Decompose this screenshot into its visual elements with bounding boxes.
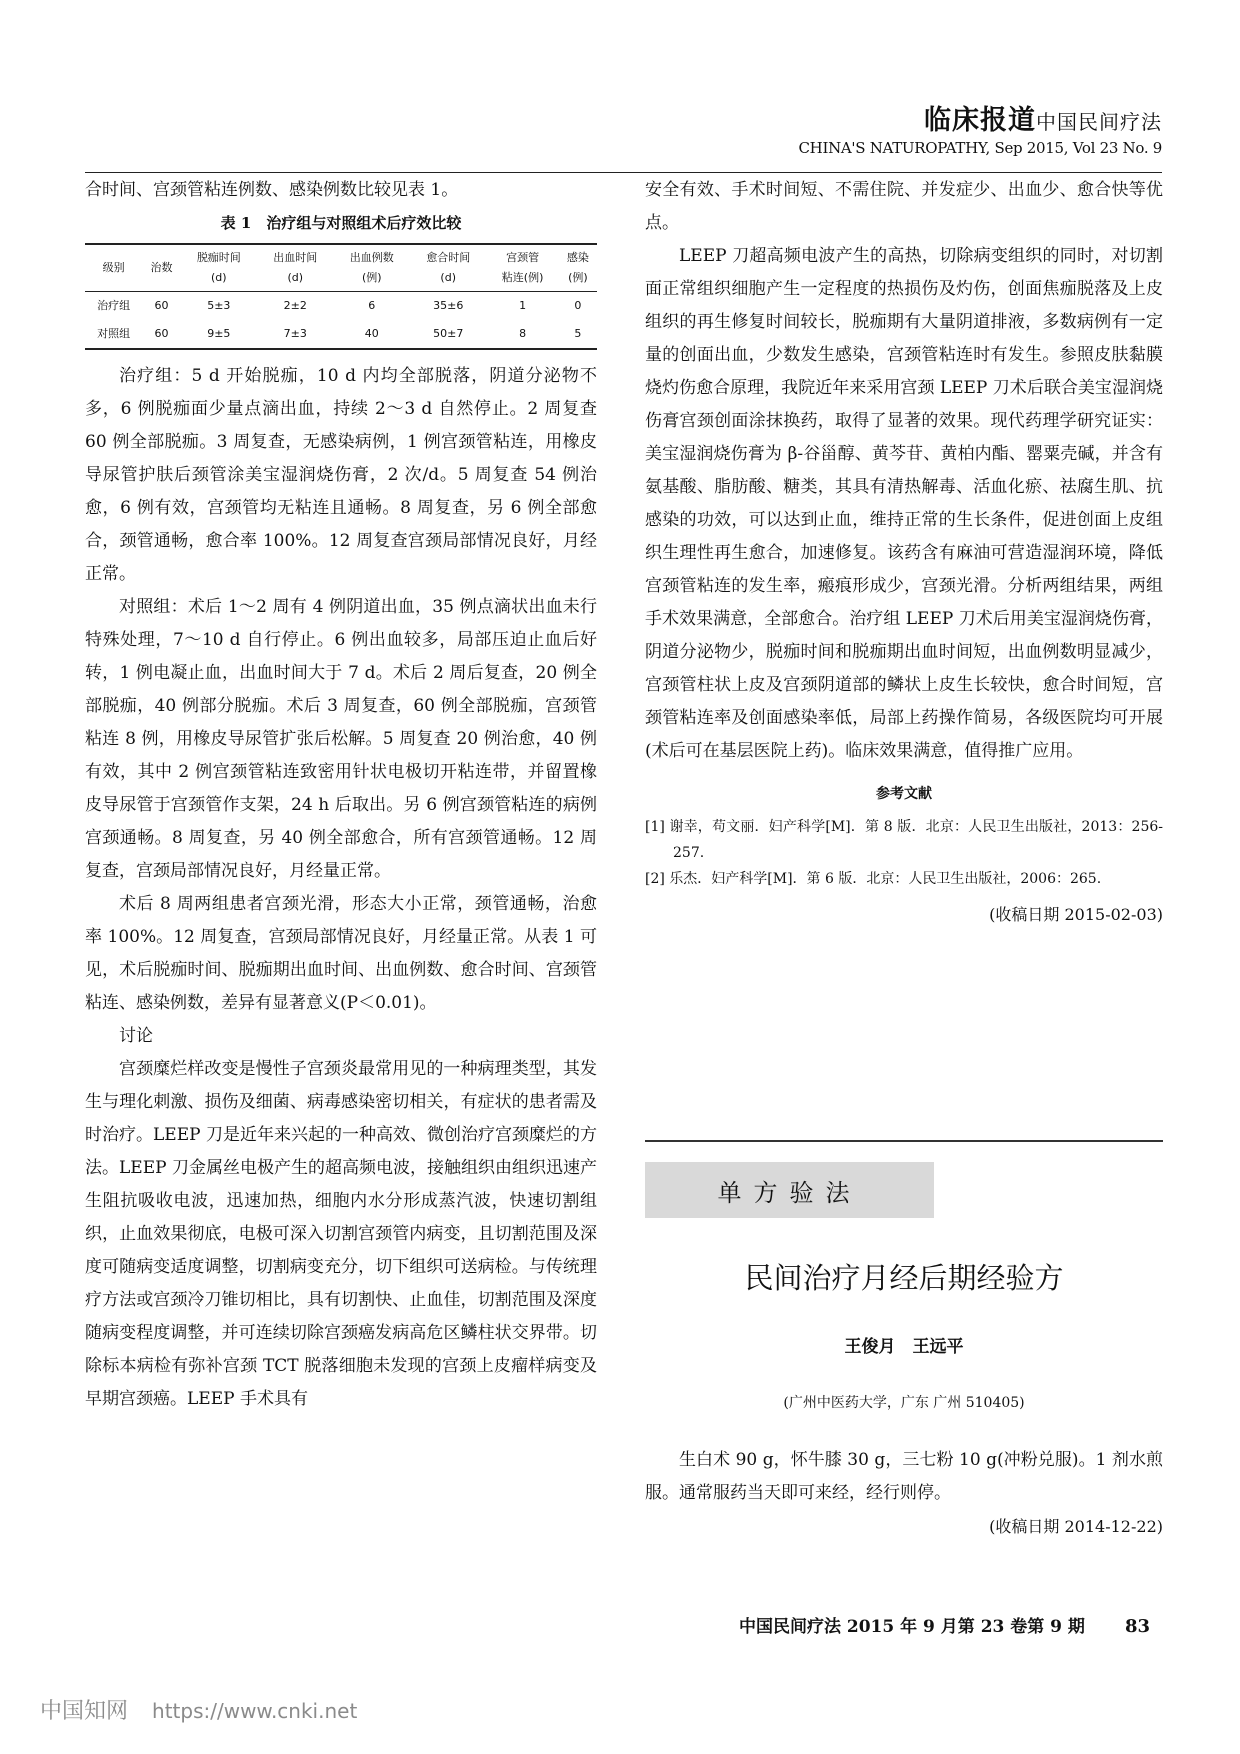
table-row: [85, 292, 597, 321]
header-section: 临床报道: [924, 105, 1036, 136]
table-cell: 60: [154, 327, 169, 340]
table-cell: 40: [364, 327, 379, 340]
table-title: 表 1 治疗组与对照组术后疗效比较: [220, 214, 462, 232]
table-header-cell: 级别: [102, 261, 125, 274]
control-group-paragraph: 对照组：术后 1～2 周有 4 例阴道出血，35 例点滴状出血未行特殊处理，7～10 d 自行停止。6 例出血较多，局部压迫止血后好转，1 例电凝止血，出血时间大于 7 d。术后 2 周后复查，20 例全部脱痂，40 例部分脱痂。术后 3 周复查，60 例全部脱痂，宫颈管粘连 8 例，用橡皮导尿管扩张后松解。5 周复查 20 例治愈，40 例有效，其中 2 例宫颈管粘连致密用针状电极切开粘连带，并留置橡皮导尿管于宫颈管作支架，24 h 后取出。另 6 例宫颈管粘连的病例宫颈通畅。8 周复查，另 40 例全部愈合，所有宫颈管通畅。12 周复查，宫颈局部情况良好，月经量正常。: [85, 597, 597, 881]
watermark-site: 中国知网: [40, 1699, 129, 1724]
treatment-group-paragraph: 治疗组：5 d 开始脱痂，10 d 内均全部脱落，阴道分泌物不多，6 例脱痂面少量点滴出血，持续 2～3 d 自然停止。2 周复查 60 例全部脱痂。3 周复查，无感染病例，1 例宫颈管粘连，用橡皮导尿管护肤后颈管涂美宝湿润烧伤膏，2 次/d。5 周复查 54 例治愈，6 例有效，宫颈管均无粘连且通畅。8 周复查，另 6 例全部愈合，颈管通畅，愈合率 100%。12 周复查宫颈局部情况良好，月经正常。: [85, 366, 597, 584]
reference-item: [2] 乐杰．妇产科学[M]．第 6 版．北京：人民卫生出版社，2006：265.: [645, 871, 1102, 887]
received-date: (收稿日期 2014-12-22): [989, 1517, 1163, 1536]
table-cell: 60: [154, 299, 169, 312]
table-cell: 5±3: [207, 299, 231, 312]
section-label: 单方验法: [645, 1162, 934, 1218]
mechanism-paragraph: LEEP 刀超高频电波产生的高热，切除病变组织的同时，对切割面正常组织细胞产生一定程度的热损伤及灼伤，创面焦痂脱落及上皮组织的再生修复时间较长，脱痂期有大量阴道排液，多数病例有一定量的创面出血，少数发生感染，宫颈管粘连时有发生。参照皮肤黏膜烧灼伤愈合原理，我院近年来采用宫颈 LEEP 刀术后联合美宝湿润烧伤膏宫颈创面涂抹换药，取得了显著的效果。现代药理学研究证实：美宝湿润烧伤膏为 β-谷甾醇、黄芩苷、黄柏内酯、罂粟壳碱，并含有氨基酸、脂肪酸、糖类，其具有清热解毒、活血化瘀、祛腐生肌、抗感染的功效，可以达到止血，维持正常的生长条件，促进创面上皮组织生理性再生愈合，加速修复。该药含有麻油可营造湿润环境，降低宫颈管粘连的发生率，瘢痕形成少，宫颈光滑。分析两组结果，两组手术效果满意，全部愈合。治疗组 LEEP 刀术后用美宝湿润烧伤膏，阴道分泌物少，脱痂时间和脱痂期出血时间短，出血例数明显减少，宫颈管柱状上皮及宫颈阴道部的鳞状上皮生长较快，愈合时间短，宫颈管粘连率及创面感染率低，局部上药操作简易，各级医院均可开展(术后可在基层医院上药)。临床效果满意，值得推广应用。: [645, 246, 1163, 761]
table-cell: 50±7: [433, 327, 464, 340]
table-header-cell: 治数: [150, 261, 173, 274]
article-affiliation: (广州中医药大学，广东 广州 510405): [783, 1395, 1025, 1411]
article-authors: 王俊月 王远平: [844, 1337, 964, 1357]
table-header-row: [85, 244, 597, 292]
intro-text: 合时间、宫颈管粘连例数、感染例数比较见表 1。: [85, 180, 459, 200]
table-cell: 6: [368, 299, 376, 312]
references-title: 参考文献: [876, 786, 932, 802]
table-header-cell: 宫颈管 粘连(例): [501, 251, 544, 284]
table-cell: 9±5: [207, 327, 231, 340]
running-header: [798, 98, 1162, 157]
table-cell: 5: [574, 327, 582, 340]
section-divider: [645, 1140, 1163, 1142]
prescription-text: 生白术 90 g，怀牛膝 30 g，三七粉 10 g(冲粉兑服)。1 剂水煎服。通常服药当天即可来经，经行则停。: [645, 1450, 1163, 1503]
article-title: 民间治疗月经后期经验方: [744, 1261, 1064, 1295]
header-journal-cn: 中国民间疗法: [1036, 110, 1162, 134]
table-cell: 35±6: [433, 299, 464, 312]
table-cell: 1: [519, 299, 527, 312]
right-column: [645, 174, 1163, 931]
table-cell: 8: [519, 327, 527, 340]
header-journal-en: CHINA'S NATUROPATHY, Sep 2015, Vol 23 No. 9: [798, 139, 1162, 157]
table-cell: 7±3: [283, 327, 307, 340]
table-header-cell: 出血例数 (例): [349, 251, 394, 284]
table-cell: 0: [574, 299, 582, 312]
header-rule: [85, 172, 1162, 173]
table-cell: 治疗组: [97, 299, 131, 312]
table-cell: 2±2: [283, 299, 307, 312]
table-header-cell: 感染 (例): [566, 251, 589, 284]
article-body: [645, 1444, 1163, 1543]
discussion-paragraph: 宫颈糜烂样改变是慢性子宫颈炎最常用见的一种病理类型，其发生与理化刺激、损伤及细菌、病毒感染密切相关，有症状的患者需及时治疗。LEEP 刀是近年来兴起的一种高效、微创治疗宫颈糜烂的方法。LEEP 刀金属丝电极产生的超高频电波，接触组织由组织迅速产生阻抗吸收电波，迅速加热，细胞内水分形成蒸汽波，快速切割组织，止血效果彻底，电极可深入切割宫颈管内病变，且切割范围及深度可随病变适度调整，切割病变充分，切下组织可送病检。与传统理疗方法或宫颈冷刀锥切相比，具有切割快、止血佳，切割范围及深度随病变程度调整，并可连续切除宫颈癌发病高危区鳞柱状交界带。切除标本病检有弥补宫颈 TCT 脱落细胞未发现的宫颈上皮瘤样病变及早期宫颈癌。LEEP 手术具有: [85, 1059, 597, 1409]
footer-journal: 中国民间疗法 2015 年 9 月第 23 卷第 9 期: [738, 1617, 1085, 1637]
continued-paragraph: 安全有效、手术时间短、不需住院、并发症少、出血少、愈合快等优点。: [645, 180, 1163, 233]
table-cell: 对照组: [97, 327, 131, 340]
table-row: [85, 320, 597, 349]
watermark-url: https://www.cnki.net: [152, 1699, 358, 1723]
results-table: [85, 243, 597, 350]
received-date: (收稿日期 2015-02-03): [989, 905, 1163, 924]
comparison-paragraph: 术后 8 周两组患者宫颈光滑，形态大小正常，颈管通畅，治愈率 100%。12 周复查，宫颈局部情况良好，月经量正常。从表 1 可见，术后脱痂时间、脱痂期出血时间、出血例数、愈合时间、宫颈管粘连、感染例数，差异有显著意义(P＜0.01)。: [85, 894, 597, 1013]
reference-item: [1] 谢幸，苟文丽．妇产科学[M]．第 8 版．北京：人民卫生出版社，2013：256-257.: [645, 819, 1163, 861]
discussion-heading: 讨论: [119, 1026, 153, 1046]
table-header-cell: 脱痂时间 (d): [196, 251, 241, 284]
table-header-cell: 愈合时间 (d): [426, 251, 471, 284]
left-column: [85, 174, 597, 1416]
header-title: [798, 98, 1162, 137]
page-number: 83: [1124, 1616, 1150, 1637]
table-header-cell: 出血时间 (d): [273, 251, 318, 284]
page-footer: [739, 1612, 1150, 1637]
cnki-watermark: [40, 1694, 357, 1725]
